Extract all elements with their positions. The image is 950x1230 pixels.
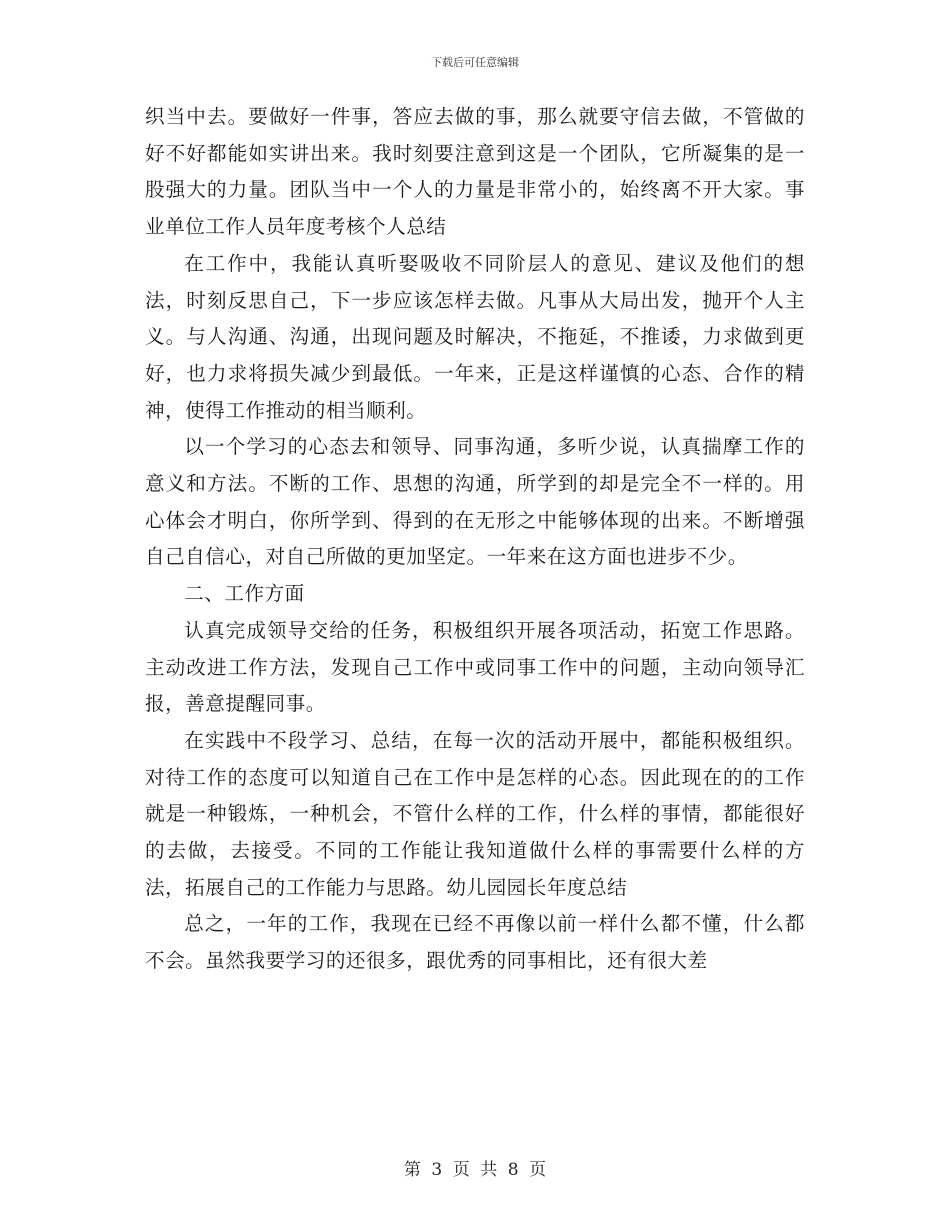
page-number-footer: 第 3 页 共 8 页: [403, 1160, 547, 1180]
page-header: 下载后可任意编辑: [431, 56, 519, 69]
paragraph: 认真完成领导交给的任务，积极组织开展各项活动，拓宽工作思路。主动改进工作方法，发现自己工作中或同事工作中的问题，主动向领导汇报，善意提醒同事。: [145, 618, 805, 716]
document-body: [145, 99, 805, 980]
paragraph: 以一个学习的心态去和领导、同事沟通，多听少说，认真揣摩工作的意义和方法。不断的工作、思想的沟通，所学到的却是完全不一样的。用心体会才明白，你所学到、得到的在无形之中能够体现的出来。不断增强自己自信心，对自己所做的更加坚定。一年来在这方面也进步不少。: [145, 435, 805, 569]
paragraph: 织当中去。要做好一件事，答应去做的事，那么就要守信去做，不管做的好不好都能如实讲出来。我时刻要注意到这是一个团队，它所凝集的是一股强大的力量。团队当中一个人的力量是非常小的，始终离不开大家。事业单位工作人员年度考核个人总结: [145, 105, 805, 239]
paragraph: 在实践中不段学习、总结，在每一次的活动开展中，都能积极组织。对待工作的态度可以知道自己在工作中是怎样的心态。因此现在的的工作就是一种锻炼，一种机会，不管什么样的工作，什么样的事情，都能很好的去做，去接受。不同的工作能让我知道做什么样的事需要什么样的方法，拓展自己的工作能力与思路。幼儿园园长年度总结: [145, 728, 805, 899]
paragraph: 总之，一年的工作，我现在已经不再像以前一样什么都不懂，什么都不会。虽然我要学习的还很多，跟优秀的同事相比，还有很大差: [145, 912, 805, 973]
paragraph: 在工作中，我能认真听娶吸收不同阶层人的意见、建议及他们的想法，时刻反思自己，下一步应该怎样去做。凡事从大局出发，抛开个人主义。与人沟通、沟通，出现问题及时解决，不拖延，不推诿，力求做到更好，也力求将损失减少到最低。一年来，正是这样谨慎的心态、合作的精神，使得工作推动的相当顺利。: [145, 251, 805, 422]
section-heading: 二、工作方面: [184, 582, 305, 606]
